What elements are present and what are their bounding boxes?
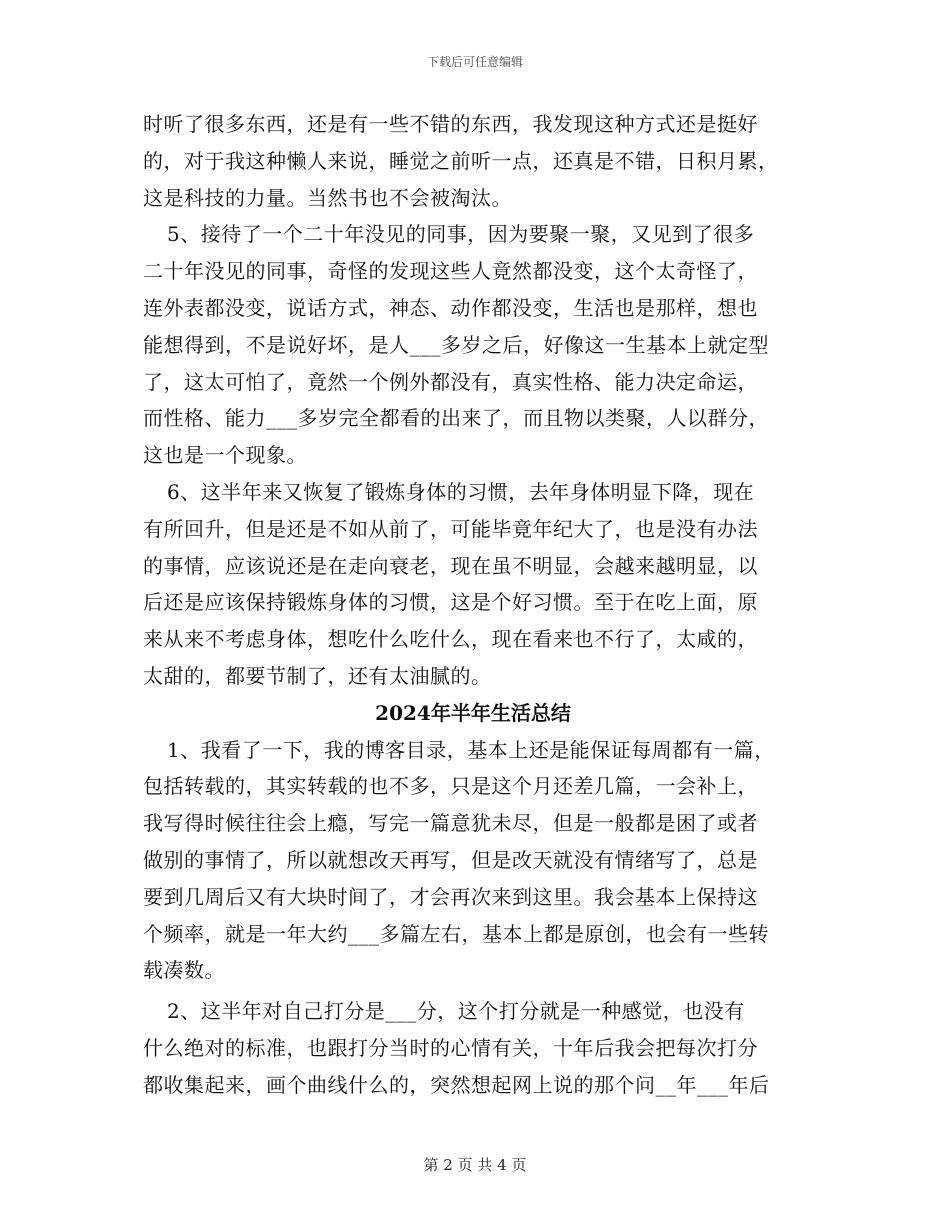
text-line: 连外表都没变，说话方式，神态、动作都没变，生活也是那样，想也 [143,295,758,320]
text-line: 时听了很多东西，还是有一些不错的东西，我发现这种方式还是挺好 [143,112,758,136]
text-line: 要到几周后又有大块时间了，才会再次来到这里。我会基本上保持这 [143,884,758,909]
page-header: 下载后可任意编辑 [426,55,523,69]
text-line: 有所回升，但是还是不如从前了，可能毕竟年纪大了，也是没有办法 [143,516,758,541]
text-line: 二十年没见的同事，奇怪的发现这些人竟然都没变，这个太奇怪了， [143,259,758,284]
text-line: 了，这太可怕了，竟然一个例外都没有，真实性格、能力决定命运， [143,369,758,394]
text-line: 的事情，应该说还是在走向衰老，现在虽不明显，会越来越明显，以 [143,553,758,578]
text-line: 1、我看了一下，我的博客目录，基本上还是能保证每周都有一篇， [167,737,775,762]
section-title: 2024年半年生活总结 [375,700,571,725]
text-line: 做别的事情了，所以就想改天再写，但是改天就没有情绪写了，总是 [143,847,758,872]
text-line: 都收集起来，画个曲线什么的，突然想起网上说的那个问__年___年后 [143,1072,770,1097]
text-line: 载凑数。 [143,958,225,983]
text-line: 6、这半年来又恢复了锻炼身体的习惯，去年身体明显下降，现在 [167,479,755,504]
document-body [143,106,843,1104]
text-line: 我写得时候往往会上瘾，写完一篇意犹未尽，但是一般都是困了或者 [143,811,758,836]
text-line: 能想得到，不是说好坏，是人___多岁之后，好像这一生基本上就定型 [143,332,769,357]
text-line: 这也是一个现象。 [143,443,307,468]
text-line: 包括转载的，其实转载的也不多，只是这个月还差几篇，一会补上， [143,774,758,799]
text-line: 来从来不考虑身体，想吃什么吃什么，现在看来也不行了，太咸的， [143,627,758,652]
page-footer: 第 2 页 共 4 页 [423,1156,527,1174]
text-line: 5、接待了一个二十年没见的同事，因为要聚一聚，又见到了很多 [167,222,755,247]
text-line: 这是科技的力量。当然书也不会被淘汰。 [143,185,512,210]
text-line: 后还是应该保持锻炼身体的习惯，这是个好习惯。至于在吃上面，原 [143,590,758,615]
text-line: 2、这半年对自己打分是___分，这个打分就是一种感觉，也没有 [167,999,745,1024]
text-line: 的，对于我这种懒人来说，睡觉之前听一点，还真是不错，日积月累， [143,148,779,173]
text-line: 而性格、能力___多岁完全都看的出来了，而且物以类聚，人以群分， [143,406,769,431]
text-line: 个频率，就是一年大约___多篇左右，基本上都是原创，也会有一些转 [143,921,769,946]
text-line: 什么绝对的标准，也跟打分当时的心情有关，十年后我会把每次打分 [143,1035,758,1060]
text-line: 太甜的，都要节制了，还有太油腻的。 [143,663,492,688]
